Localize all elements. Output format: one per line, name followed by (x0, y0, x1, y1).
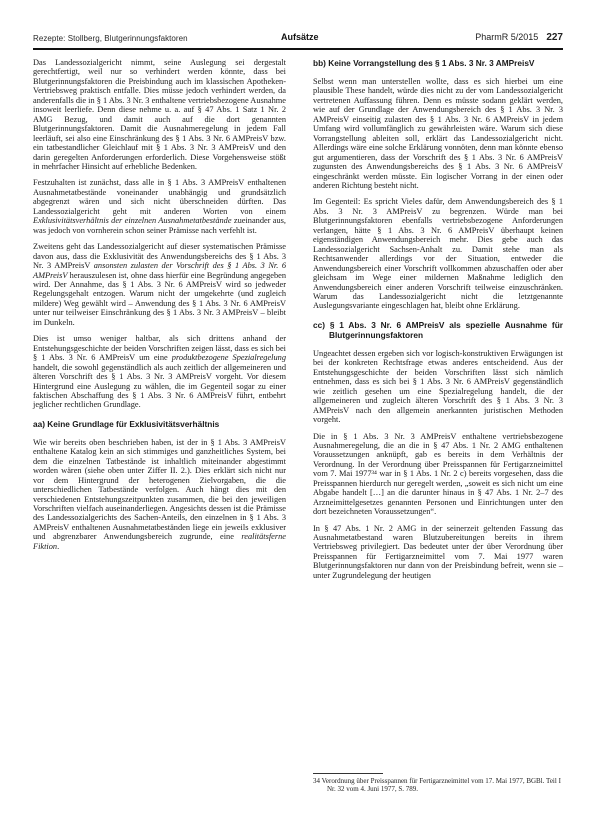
right-column (313, 58, 563, 580)
paragraph: Festzuhalten ist zunächst, dass alle in § 1 Abs. 3 AMPreisV enthaltenen Ausnahmetatbestände voneinander unabhängig und grundsätzlich abgegrenzt wären und sich nicht überschneiden dürften. Das Landessozialgericht geht mit anderen Worten von einem Exklusivitätsverhältnis der einzelnen Ausnahmetatbestände zueinander aus, was jedoch von vornherein schon seiner Prämisse nach verfehlt ist. (33, 178, 286, 235)
paragraph: Zweitens geht das Landessozialgericht auf dieser systematischen Prämisse davon aus, dass die Exklusivität des Anwendungsbereichs des § 1 Abs. 3 Nr. 3 AMPreisV ansonsten zulasten der Vorschrift des § 1 Abs. 3 Nr. 6 AMPreisV herauszulesen ist, ohne dass hierfür eine Begründung angegeben wird. Der Annahme, das § 1 Abs. 3 Nr. 6 AMPreisV wird so jedweder Regelungsgehalt entzogen. Warum nicht der umgekehrte (und zugleich mildere) Weg gewählt wird – Anwendung des § 1 Abs. 3 Nr. 6 AMPreisV unter nur teilweiser Einschränkung des § 1 Abs. 3 Nr. 3 AMPreisV – bleibt im Dunkeln. (33, 242, 286, 327)
footnote-rule (313, 773, 383, 774)
paragraph: Im Gegenteil: Es spricht Vieles dafür, dem Anwendungsbereich des § 1 Abs. 3 Nr. 3 AMPreisV zu begrenzen. Würde man bei Blutgerinnungsfaktoren ebenfalls vertriebsbezogene Anforderungen verlangen, hätte § 1 Abs. 3 Nr. 6 AMPreisV überhaupt keinen eigenständigen Anwendungsbereich mehr. Dies gebe auch das Landessozialgericht Sachsen-Anhalt zu. Damit stehe man als Rechtsanwender allerdings vor der Situation, entweder die Anwendungsbereich einer Vorschrift vollkommen abzuschaffen oder aber gleichsam im Wege einer mildernen Maßnahme lediglich den Anwendungsbereich einer anderen Vorschrift teilweise einzuschränken. Warum das Landessozialgericht nicht die letztgenannte Auslegungsvariante eingeschlagen hat, bleibt ohne Erklärung. (313, 197, 563, 311)
footnote: 34 Verordnung über Preisspannen für Fertigarzneimittel vom 17. Mai 1977, BGBl. Teil I Nr. 32 vom 4. Juni 1977, S. 789. (313, 777, 561, 794)
paragraph: Dies ist umso weniger haltbar, als sich drittens anhand der Entstehungsgeschichte der beiden Vorschriften zeigen lässt, dass es sich bei § 1 Abs. 3 Nr. 6 AMPreisV um eine produktbezogene Spezialregelung handelt, die sowohl gegenständlich als auch zeitlich der allgemeineren und älteren Vorschrift des § 1 Abs. 3 Nr. 3 AMPreisV vorgeht. Vor diesem Hintergrund eine Auslegung zu wählen, die im Gegenteil sogar zu einer faktischen Abschaffung des § 1 Abs. 3 Nr. 6 AMPreisV führt, entbehrt jeglicher rechtlichen Grundlage. (33, 334, 286, 410)
paragraph: Selbst wenn man unterstellen wollte, dass es sich hierbei um eine plausible These handelt, würde dies nicht zu der vom Landessozialgericht vertretenen Auffassung führen. Denn es müsste sodann geklärt werden, wie auf der Grundlage der Anwendungsbereich des § 1 Abs. 3 Nr. 3 AMPreisV einseitig zulasten des § 1 Abs. 3 Nr. 6 AMPreisV in jedem Umfang wird vollumfänglich zu gewährleisten wäre. Warum sich diese Vorrangstellung ableiten soll, erklärt das Landessozialgericht nicht. Allerdings wäre eine solche Erklärung vonnöten, denn man könnte ebenso gut argumentieren, dass der Vorschrift des § 1 Abs. 3 Nr. 6 AMPreisV zugunsten des Anwendungsbereichs des § 1 Abs. 3 Nr. 6 AMPreisV eingeschränkt werden müsste. Ein logischer Vorrang in der einen oder anderen Richtung besteht nicht. (313, 77, 563, 190)
section-heading: cc) § 1 Abs. 3 Nr. 6 AMPreisV als spezielle Ausnahme für Blutgerinnungsfaktoren (313, 319, 563, 340)
page-number: 227 (546, 32, 563, 43)
emphasis: Exklusivitätsverhältnis der einzelnen Ausnahmetatbestände (33, 216, 232, 226)
header-rule (33, 48, 563, 50)
emphasis: ansonsten zulasten der Vorschrift des § 1 Abs. 3 Nr. 6 AMPreisV (33, 261, 286, 280)
paragraph: Die in § 1 Abs. 3 Nr. 3 AMPreisV enthaltene vertriebsbezogene Ausnahmeregelung, die an die in § 47 Abs. 1 Nr. 2 AMG enthaltenen Voraussetzungen anknüpft, gab es bereits in dem Verhältnis der Verordnung. In der Verordnung über Preisspannen für Fertigarzneimittel vom 7. Mai 1977³⁴ war in § 1 Abs. 1 Nr. 2 c) bereits vorgesehen, dass die Preisspannen hierdurch nur geregelt werden, „soweit es sich nicht um eine Abgabe handelt […] an die darunter hinaus in § 47 Abs. 1 Nr. 2–7 des Arzneimittelgesetzes genannten Personen und Einrichtungen unter den dort bezeichneten Voraussetzungen“. (313, 431, 563, 517)
section-heading: bb) Keine Vorrangstellung des § 1 Abs. 3 Nr. 3 AMPreisV (313, 58, 535, 68)
section-label: Aufsätze (281, 32, 319, 42)
emphasis: produktbezogene Spezialregelung (171, 353, 286, 363)
paragraph: In § 47 Abs. 1 Nr. 2 AMG in der seinerzeit geltenden Fassung das Ausnahmetatbestand waren Blutzubereitungen bereits in ihrem Vertriebsweg privilegiert. Das bedeutet unter der über Verordnung über Preisspannen für Fertigarzneimittel vom 7. Mai 1977 waren Blutgerinnungsfaktoren nur dann von der Preisbindung befreit, wenn sie – unter Zugrundelegung der heutigen (313, 523, 563, 580)
journal-name: PharmR 5/2015 (475, 32, 539, 42)
paragraph: Ungeachtet dessen ergeben sich vor logisch-konstruktiven Erwägungen ist bei der konkreten Rechtsfrage etwas anderes entscheidend. Aus der Entstehungsgeschichte der beiden Vorschriften lässt sich nämlich entnehmen, dass es sich bei § 1 Abs. 3 Nr. 6 AMPreisV gegenständlich wie zeitlich gesehen um eine Spezialregelung handelt, die der allgemeineren und zugleich älteren Vorschrift des § 1 Abs. 3 Nr. 3 AMPreisV nach den allgemein anerkannten juristischen Methoden vorgeht. (313, 348, 563, 425)
section-heading: aa) Keine Grundlage für Exklusivitätsverhältnis (33, 418, 220, 429)
left-column (33, 58, 286, 558)
paragraph: Das Landessozialgericht nimmt, seine Auslegung sei dergestalt gerechtfertigt, weil nur so verhindert werden könnte, dass bei Blutgerinnungsfaktoren die Preisbindung auch im klassischen Apotheken-Vertriebsweg praktisch entfalle. Dies müsse jedoch verhindert werden, da anderenfalls die in § 1 Abs. 3 Nr. 3 enthaltene vertriebsbezogene Ausnahme insoweit leerliefe. Denn diese nehme u. a. auf § 47 Abs. 1 Satz 1 Nr. 2 AMG Bezug, und damit auch auf die dort genannten Blutgerinnungsfaktoren. Damit die Ausnahmeregelung in jedem Fall leerläuft, sei also eine Einschränkung des § 1 Abs. 3 Nr. 6 AMPreisV bzw. ein tatbestandlicher Gleichlauf mit § 1 Abs. 3 Nr. 3 AMPreisV und den darin geregelten Anforderungen erforderlich. Diese Vorgehensweise stößt in mehrfacher Hinsicht auf erhebliche Bedenken. (33, 58, 286, 171)
emphasis: realitätsferne Fiktion (33, 532, 286, 551)
running-header-authors: Rezepte: Stollberg, Blutgerinnungsfaktoren (33, 34, 188, 43)
paragraph: Wie wir bereits oben beschrieben haben, ist der in § 1 Abs. 3 AMPreisV enthaltene Katalog kein an sich stimmiges und ganzheitliches System, bei dem die einzelnen Tatbestände ist inhaltlich miteinander abgestimmt worden wären (siehe oben unter Ziffer II. 2.). Dies erklärt sich nicht nur vor dem Hintergrund der heterogenen Zielvorgaben, die die unterschiedlichen Tatbestände verfolgen. Auch hängt dies mit den verschiedenen Entstehungszeitpunkten zusammen, die bei den jeweiligen Vorschriften vielfach auseinanderliegen. Angesichts dessen ist die Prämisse des Landessozialgerichts des Sachen-Anteils, den einzelnen in § 1 Abs. 3 AMPreisV enthaltenen Ausnahmetatbeständen liege ein jeweils exklusiver und abgrenzbarer Anwendungsbereich zugrunde, eine realitätsferne Fiktion. (33, 437, 286, 551)
journal-issue (475, 32, 563, 43)
